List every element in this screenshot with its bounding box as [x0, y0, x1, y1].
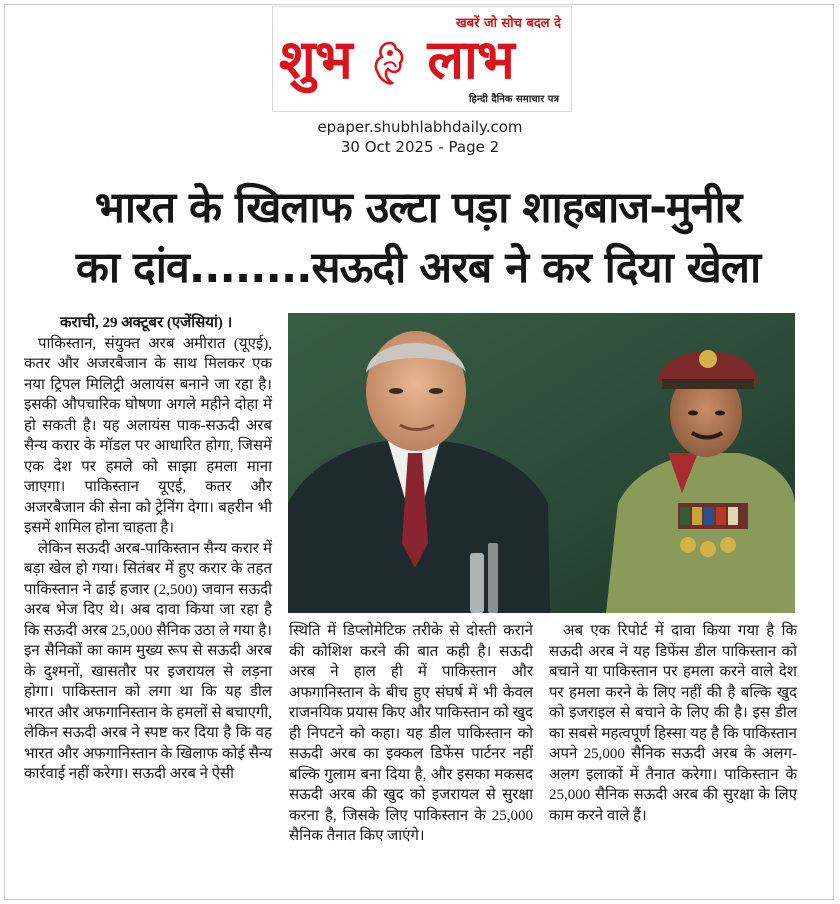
article-column-1: [24, 313, 272, 785]
masthead-subtitle: हिन्दी दैनिक समाचार पत्र: [468, 94, 559, 105]
article-column-3: [549, 621, 797, 826]
article-column-2: [289, 621, 533, 847]
column-2-paragraph-1: स्थिति में डिप्लोमेटिक तरीके से दोस्ती कराने की कोशिश करने की बात कही है। सऊदी अरब ने हाल ही में पाकिस्तान और अफगानिस्तान के बीच हुए संघर्ष में भी केवल राजनयिक प्रयास किए और पाकिस्तान को खुद ही निपटने को कहा। यह डील पाकिस्तान को सऊदी अरब का इक्कल डिफेंस पार्टनर नहीं बल्कि गुलाम बना दिया है, और इसका मकसद सऊदी अरब की खुद को इजरायल से सुरक्षा करना है, जिसके लिए पाकिस्तान के 25,000 सैनिक तैनात किए जाएंगे।: [289, 623, 533, 844]
article-photo: [288, 313, 795, 613]
ganesh-emblem-icon: [370, 39, 410, 89]
article-headline: [18, 178, 818, 298]
column-1-paragraph-2: लेकिन सऊदी अरब-पाकिस्तान सैन्य करार में बड़ा खेल हो गया। सितंबर में हुए करार के तहत पाकिस्तान ने ढाई हजार (2,500) जवान सऊदी अरब भेज दिए थे। अब दावा किया जा रहा है कि सऊदी अरब 25,000 सैनिक उठा ले गया है। इन सैनिकों का काम मुख्य रूप से सऊदी अरब के दुश्मनों, खासतौर पर इजरायल से लड़ना होगा। पाकिस्तान को लगा था कि यह डील भारत और अफगानिस्तान के हमलों से बचाएगी, लेकिन सऊदी अरब ने स्पष्ट कर दिया है कि वह भारत और अफगानिस्तान के खिलाफ कोई सैन्य कार्रवाई नहीं करेगा। सऊदी अरब ने ऐसी: [24, 540, 272, 782]
column-3-paragraph-1: अब एक रिपोर्ट में दावा किया गया है कि सऊदी अरब ने यह डिफेंस डील पाकिस्तान को बचाने या पाकिस्तान पर हमला करने वाले देश पर हमला करने के लिए नहीं की है बल्कि खुद को इजराइल से बचाने के लिए की है। इस डील का सबसे महत्वपूर्ण हिस्सा यह है कि पाकिस्तान अपने 25,000 सैनिक सऊदी अरब के अलग-अलग इलाकों में तैनात करेगा। पाकिस्तान के 25,000 सैनिक सऊदी अरब की सुरक्षा के लिए काम करने वाले हैं।: [549, 623, 797, 824]
masthead-brand: [279, 29, 514, 89]
edition-date-page: 30 Oct 2025 - Page 2: [340, 138, 500, 156]
article-dateline: कराची, 29 अक्टूबर (एजेंसियां) ।: [60, 315, 233, 331]
epaper-url[interactable]: epaper.shubhlabhdaily.com: [317, 118, 523, 136]
leaders-photo-illustration: [288, 313, 795, 613]
masthead-logo[interactable]: [272, 6, 572, 112]
column-1-paragraph-1: पाकिस्तान, संयुक्त अरब अमीरात (यूएई), कतर और अजरबैजान के साथ मिलकर एक नया ट्रिपल मिलिट्री अलायंस बनाने जा रहा है। इसकी औपचारिक घोषणा अगले महीने दोहा में हो सकती है। यह अलायंस पाक-सऊदी अरब सैन्य करार के मॉडल पर आधारित होगा, जिसमें एक देश पर हमले को साझा हमला माना जाएगा। पाकिस्तान यूएई, कतर और अजरबैजान की सेना को ट्रेनिंग देगा। बहरीन भी इसमें शामिल होना चाहता है।: [24, 335, 272, 536]
headline-line-2: का दांव........सऊदी अरब ने कर दिया खेला: [75, 243, 761, 293]
cap-badge-icon: [699, 350, 717, 368]
brand-left: शुभ: [279, 27, 352, 91]
headline-line-1: भारत के खिलाफ उल्टा पड़ा शाहबाज-मुनीर: [94, 183, 742, 233]
brand-right: लाभ: [427, 27, 514, 91]
masthead-tagline: खबरें जो सोच बदल दे: [456, 16, 561, 31]
